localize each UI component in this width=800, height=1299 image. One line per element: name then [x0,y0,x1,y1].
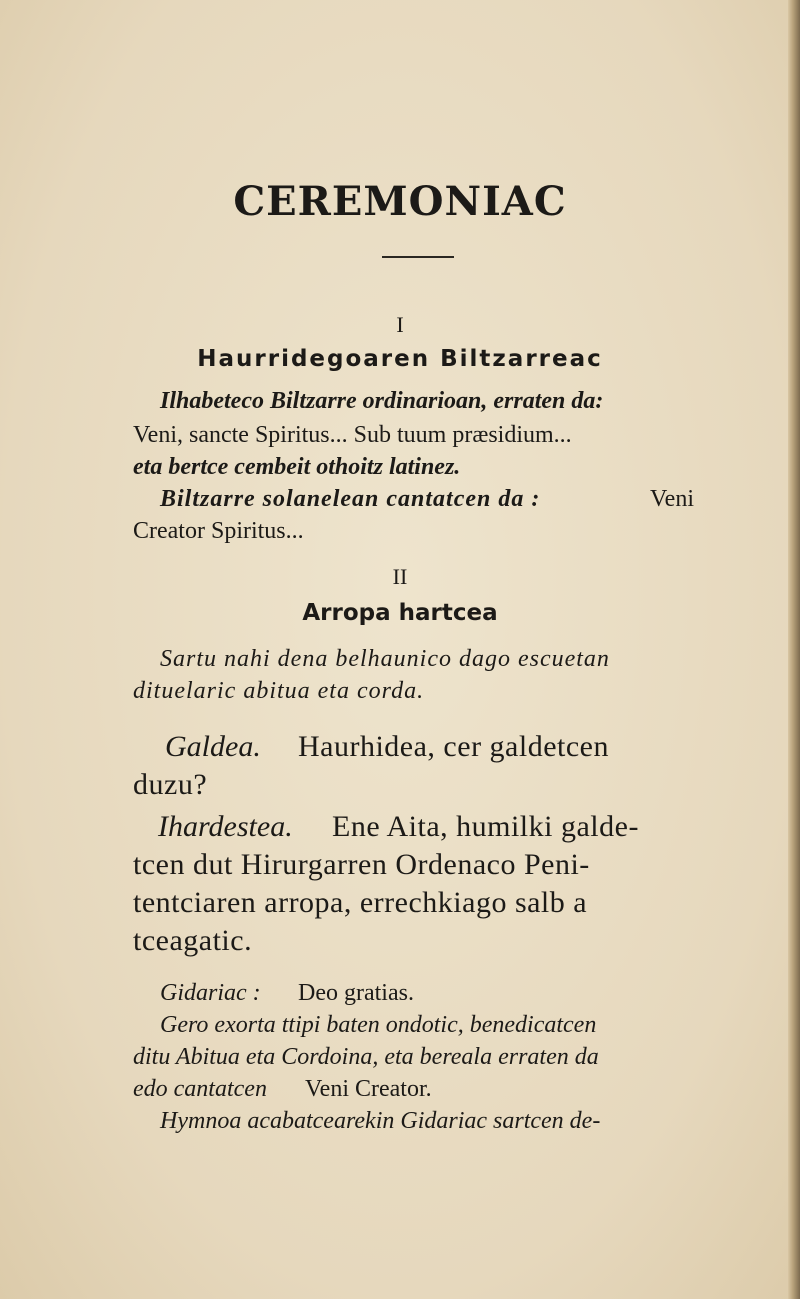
section-1-line-4-rest: Veni [650,486,694,512]
ihardestea-line-1: Ene Aita, humilki galde- [332,810,639,843]
section-2-p3-line-3-rest: Veni Creator. [305,1076,432,1102]
gidariac-label: Gidariac : [160,980,261,1006]
gidariac-text: Deo gratias. [298,980,414,1006]
section-2-intro-line-1: Sartu nahi dena belhaunico dago escuetan [160,646,610,672]
title-rule [382,256,454,258]
galdea-label: Galdea. [165,730,261,763]
section-2-p3-line-3-italic: edo cantatcen [133,1076,267,1102]
section-1-line-3: eta bertce cembeit othoitz latinez. [133,454,461,480]
ihardestea-line-4: tceagatic. [133,924,253,957]
section-1-line-1: Ilhabeteco Biltzarre ordinarioan, erraten da: [160,388,604,414]
section-2-p3-line-1: Gero exorta ttipi baten ondotic, benedicatcen [160,1012,597,1038]
section-1-numeral: I [396,312,404,337]
section-2-intro-line-2: dituelaric abitua eta corda. [133,678,425,704]
galdea-line-2: duzu? [133,768,208,801]
page-title: CEREMONIAC [233,178,567,225]
ihardestea-line-2: tcen dut Hirurgarren Ordenaco Peni- [133,848,590,881]
ihardestea-line-3: tentciaren arropa, errechkiago salb a [133,886,588,919]
section-2-heading: Arropa hartcea [302,600,498,626]
section-1-line-2: Veni, sancte Spiritus... Sub tuum præsidium... [133,422,572,448]
ihardestea-label: Ihardestea. [158,810,293,843]
section-2-p3-line-2: ditu Abitua eta Cordoina, eta bereala erraten da [133,1044,599,1070]
section-2-p4-line-1: Hymnoa acabatcearekin Gidariac sartcen de- [160,1108,601,1134]
galdea-line-1: Haurhidea, cer galdetcen [298,730,609,763]
section-1-heading: Haurridegoaren Biltzarreac [197,346,603,372]
section-1-line-4-italic: Biltzarre solanelean cantatcen da : [160,486,541,512]
section-1-line-5: Creator Spiritus... [133,518,304,544]
section-2-numeral: II [392,564,408,589]
